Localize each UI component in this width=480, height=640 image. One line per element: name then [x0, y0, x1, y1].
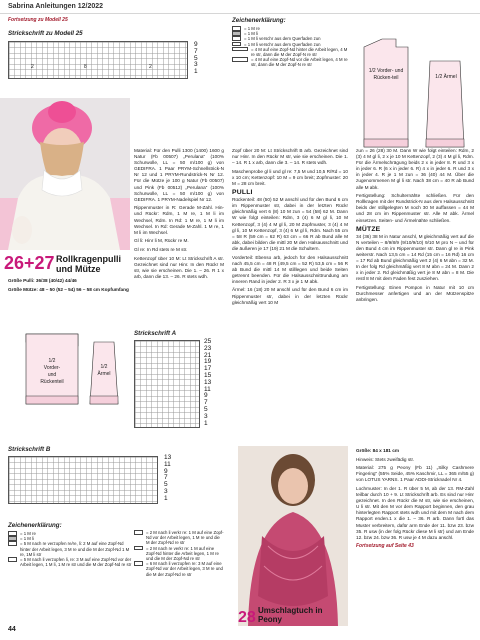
chart25-row-numbers — [194, 42, 198, 76]
chart25-grid — [8, 41, 188, 79]
stitch-symbol — [8, 536, 17, 541]
legend-item: = 5 M nach li verzopfen li, re: 3 M auf eine Zopf-Nd vor der Arbeit legen, 1 M li, 1 M re str und die M der Zopf-Nd re str — [8, 557, 133, 567]
row-number: 9 — [164, 467, 168, 475]
stitch-symbol — [134, 561, 143, 566]
row-number: 15 — [204, 371, 212, 379]
chartB-grid — [8, 456, 158, 504]
row-number: 17 — [204, 365, 212, 373]
cable-text: Zopf über 20 M: Lt Strickschrift B arb. Gezeichnet sind nur Hinr. In den Rückr M str, wie sie erscheinen. Die 1. – 14. R 1 x arb, dann die 3. – 14. R stets wdh. — [232, 148, 348, 166]
legend-item: = 1 M li verschr aus dem Querfaden zun — [232, 36, 352, 41]
stitch-symbol — [8, 557, 17, 562]
back-text: Rückenteil: 48 (50) 52 M anschl und für den Bund 6 cm im Rippenmuster str, dabei in der letzten Rückr gleichmäßig vert 6 (8) 10 M zun = 54 (58) 62 M. Dann W wie folgt einteilen: Rdm, 3 (4) 6 M gl li, 10 M Kettenzopf, 3 (4) 4 M gl li, 20 M Zopfmuster, 3 (4) 4 M gl li, 10 M Kettenzopf, 3 (4) 6 M gl li, Rdm. Nach 55 cm = 58 R (59 cm = 62 R) 63 cm = 66 R ab Bund alle M abk, dabei bilden die mittl 20 M den Halsausschnitt und die äußeren je 17 (19) 21 M die Schultern. — [232, 197, 348, 251]
row-number: 5 — [164, 481, 168, 489]
row-number: 21 — [204, 351, 212, 359]
schema-sleeve-label: 1/2 Ärmel — [435, 74, 457, 80]
shawl-hint: Hinweis: Stets zweifädig str. — [356, 456, 415, 462]
pattern-text-col3 — [232, 148, 348, 308]
pullover-schema — [6, 312, 130, 434]
chartA-row-numbers — [204, 339, 211, 427]
model-number: 26+27 — [4, 253, 55, 273]
shawl-photo — [238, 446, 348, 626]
stitch-symbol — [232, 47, 248, 52]
row-number: 23 — [204, 344, 212, 352]
continuation-note: Fortsetzung zu Modell 25 — [8, 17, 68, 23]
legend-item: = 1 M re — [232, 26, 352, 31]
row-number: 7 — [194, 47, 198, 55]
row-number: 11 — [164, 460, 171, 468]
row-number: 19 — [204, 358, 212, 366]
stitch-symbol — [232, 31, 241, 36]
model28-number: 28 — [238, 609, 256, 626]
shawl-photo-illustration — [238, 446, 348, 626]
stitch-symbol — [232, 57, 248, 62]
magazine-title: Sabrina Anleitungen 12/2022 — [8, 3, 104, 10]
sleeve-text: Ärmel: 16 (18) 20 M anschl und für den Bund 6 cm im Rippenmuster str, dabei in der letzten Rückr gleichmäßig vert 10 M — [232, 287, 348, 305]
row-number: 25 — [204, 338, 212, 345]
legend-item: = 4 M auf eine Zopf-Nd vor die Arbeit legen, 4 M re str, dann die M der Zopf-N re str — [232, 57, 352, 67]
model28-title: Umschlagtuch in Peony — [258, 606, 323, 624]
row-number: 3 — [194, 61, 198, 69]
row-number: 1 — [164, 494, 168, 502]
legend-item: = 5 M nach re verzopfen re/re, li: 2 M auf eine Zopf-Nd hinter der Arbeit legen, 3 M re und die M der Zopf-Nd 1 M re, 1M li str — [8, 541, 133, 557]
row-number: 9 — [194, 41, 198, 48]
pattern-text-col4 — [356, 148, 474, 306]
sleeve-cont-text: zun = 26 (28) 30 M. Dann W wie folgt einteilen: Rdm, 2 (3) 4 M gl li, 2 x je 10 M Kettenzopf, 2 (3) 4 M gl li, Rdm. Für die Ärmelschrägung beids 2 x in jeder 8. R und 3 x in jeder 6. R (6 x in jeder 6. R) 4 x in jeder 6. R und 3 x in jeder 4. R je 1 M zun = 36 (40) 44 M. Über die zugenommenen M gl li str. Nach 38 cm = 40 R ab Bund alle M abk. — [356, 148, 474, 190]
page-header — [0, 0, 480, 14]
svg-text:Rückenteil: Rückenteil — [40, 379, 64, 385]
legend-item: = 1 M li — [232, 31, 352, 36]
page-number: 44 — [8, 626, 16, 633]
continuation-note-right: Fortsetzung auf Seite 43 — [356, 543, 414, 550]
chart25-mark: 2 — [31, 64, 34, 70]
front-text: Vorderteil: Ebenso arb, jedoch für den Halsausschnitt nach 45,5 cm = 48 R (49,5 cm = 52 R) 53,5 cm = 56 R ab Bund die mittl 14 M stilllegen und beide Seiten getrennt beenden. Für die Halsausschnittrundung am inneren Rand in jeder 2. R 3 x je 1 M abk. — [232, 254, 348, 284]
chain-cable-text: Kettenzopf über 10 M: Lt Strickschrift A str. Gezeichnet sind nur Hinr. In den Rückr M str, wie sie erscheinen. Die 1. – 26. R 1 x arb, dann die 13. – 26. R stets wdh. — [134, 255, 224, 279]
legend-item: = 1 M li verschr aus dem Querfaden zun — [232, 42, 352, 47]
chart25-mark: 2 — [149, 64, 152, 70]
row-number: 3 — [164, 487, 168, 495]
stitch-symbol — [232, 26, 241, 31]
chartB-row-numbers — [164, 455, 171, 503]
svg-text:und: und — [47, 372, 57, 378]
legend-item: = 4 M auf eine Zopf-Nd hinter die Arbeit legen, 4 M re str, dann die M der Zopf-N re str — [232, 47, 352, 57]
pulli-size: Größe Pulli: 36/38 (40/42) 44/46 — [8, 278, 77, 283]
row-number: 11 — [204, 385, 211, 393]
legend-item: = 2 M nach li verkr re: 1 M auf eine Zopf-Nd vor der Arbeit legen, 1 M re und die M der Zopf-Nd re str — [134, 530, 224, 546]
shawl-size: Größe: 84 x 181 cm — [356, 448, 399, 453]
finishing-text: Fertigstellung: Schulternähte schließen. Für den Rollkragen mit der Rundstrick-N aus dem Halsausschnitt beids der stillgelegten M noch 30 M auffassen = 44 M und 28 cm im Rippenmuster str. Alle M abk. Ärmel einsetzen. Seiten- und Ärmelnähte schließen. — [356, 193, 474, 223]
stitch-symbol — [232, 42, 241, 47]
hat-text: 34 (36) 38 M in Natur anschl, M gleichmäßig vert auf die N verteilen – 8/9/8/9 (9/10/9/10) 9/10 M pro N – und für den Bund 4 cm im Rippenmuster str. Dann gl re in Pink weiterstr. Nach 13,5 cm = 14 Rd (15 cm = 16 Rd) 16 cm = 17 Rd ab Bund gleichmäßig vert 2 (4) 6 M abn = 32 M. In der folg Rd gleichmäßig vert 8 M abn = 24 M. Dann 2 x in jeder 2. Rd gleichmäßig vert je 8 M abn = 8 M. Die restl 8 M mit dem Faden fest zusziehen. — [356, 233, 474, 282]
svg-text:1/2: 1/2 — [48, 358, 56, 364]
schema-front-label: 1/2 Vorder- und Rücken-teil — [368, 68, 404, 81]
rib-pattern-text: Rippenmuster in R: Gerade M-Zahl. Hin- und Rückr: Rdm, 1 M re, 1 M li im Wechsel, Rdm. In Rd: 1 M re, 1 M li im Wechsel. In Rd: Gerade M-Zahl. 1 M re, 1 M li im Wechsel. — [134, 205, 224, 235]
chartA-title: Strickschrift A — [134, 330, 177, 337]
legend-item: = 1 M re — [8, 531, 133, 536]
stitch-symbol — [232, 36, 241, 41]
hat-size: Größe Mütze: 48 – 50 (52 – 54) 56 – 58 cm Kopfumfang — [8, 286, 129, 292]
legend-top — [232, 17, 352, 68]
legend-title: Zeichenerklärung: — [232, 17, 286, 24]
legend-item: = 6 M nach li verzopfen re: 3 M auf eine Zopf-Nd vor der Arbeit legen, 3 M re und die M der Zopf-Nd re str — [134, 561, 224, 577]
section-heading-pulli: PULLI — [232, 189, 253, 197]
svg-text:1/2: 1/2 — [100, 364, 108, 370]
size-info — [8, 278, 132, 295]
legend-left-2 — [134, 530, 224, 577]
row-number: 3 — [204, 412, 208, 420]
legend-left — [8, 522, 133, 567]
row-number: 1 — [194, 68, 198, 76]
legend-title: Zeichenerklärung: — [8, 522, 62, 529]
lace-pattern-text: Lochmuster: In der 1. R über 5 M, ab der 13. RM-Zahl teilbar durch 10 + 9. Lt Strickschrift arb. Es sind nur Hinr gezeichnet. In den Rückr die M str, wie sie erscheinen, U li str. Mit den M vor dem Rapport beginnen, den grau hinterlegten Rapport stets wdh und mit dem M nach dem Rapport enden.1 x die 1. – 36. R arb. Dann fortl das Muster verbreitern, dafür arm Ende der 11. bzw 23. bzw 35. R usw (in der folg Rückr diese M li str) und am Ende 12. bzw 24. bzw 36. R usw je 4 M dazu anschl. — [356, 485, 474, 540]
sweater-schema-right — [352, 17, 476, 152]
shawl-material: Material: 275 g Peony (Fb 11) „Silky Cashmere Fingering“ (55% Seide, 45% Kaschmir, LL = 365 m/55 g) von LOTUS YARNS. 1 Paar ADDI-Stricknadel Nr 4. — [356, 465, 474, 483]
hat-finishing-text: Fertigstellung: Einen Pompon in Natur mit 10 cm Durchmesser anfertigen und an der Mützenspitze anbringen. — [356, 284, 474, 303]
gauge-text: Maschenprobe gl li und gl re: 7,5 M und 10,5 R/Rd = 10 x 10 cm; Kettenzopf: 10 M = 9 cm breit; Zopfmuster: 20 M = 28 cm breit. — [232, 168, 348, 186]
stitch-symbol — [134, 530, 143, 535]
row-number: 7 — [204, 399, 208, 407]
row-number: 13 — [204, 378, 212, 386]
row-number: 1 — [204, 419, 208, 427]
shawl-text — [356, 448, 474, 549]
section-heading-mutze: MÜTZE — [356, 225, 381, 233]
stitch-symbol — [8, 531, 17, 536]
legend-item: = 2 M nach re verkr re: 1 M auf eine Zopf-Nd hinter die Arbeit legen, 1 M re und die M der Zopf-Nd re str — [134, 546, 224, 562]
sweater-photo — [0, 98, 130, 250]
row-number: 13 — [164, 454, 172, 461]
material-text: Material: Für den Pulli 1300 (1400) 1600 g Natur (Fb 00507) „Perulana“ (100% Schurwolle, LL = 50 m/100 g) von GEDIFRA. 1 Paar PRYM-Schnellstrick-N Nr 12 und 1 PRYM-Rundstrick-N Nr 12. Für die Mütze je 100 g Natur (Fb 00507) und Pink (Fb 00512) „Perulana“ (100% Schurwolle, LL = 50 m/100 g) von GEDIFRA. 1 PRYM-Nadelspiel Nr 12. — [134, 148, 224, 202]
row-number: 9 — [204, 392, 208, 400]
stitch-symbol — [8, 541, 17, 546]
row-number: 7 — [164, 474, 168, 482]
chart25-title: Strickschrift zu Modell 25 — [8, 30, 83, 37]
row-number: 5 — [194, 54, 198, 62]
pattern-text-mid — [134, 148, 224, 282]
legend-item: = 1 M li — [8, 536, 133, 541]
gl-li-text: Gl li: Hinr li M, Rückr re M. — [134, 238, 189, 244]
model-title: Rollkragenpulli und Mütze — [56, 254, 122, 274]
stitch-symbol — [134, 546, 143, 551]
chartA-grid — [134, 340, 200, 428]
chart25-mark: 8 — [84, 64, 87, 70]
sweater-photo-illustration — [0, 98, 130, 250]
svg-text:Vorder-: Vorder- — [43, 365, 61, 371]
svg-text:Ärmel: Ärmel — [97, 371, 111, 377]
gl-re-text: Gl re: In Rd stets re M str. — [134, 246, 188, 252]
row-number: 5 — [204, 405, 208, 413]
chartB-title: Strickschrift B — [8, 446, 51, 453]
